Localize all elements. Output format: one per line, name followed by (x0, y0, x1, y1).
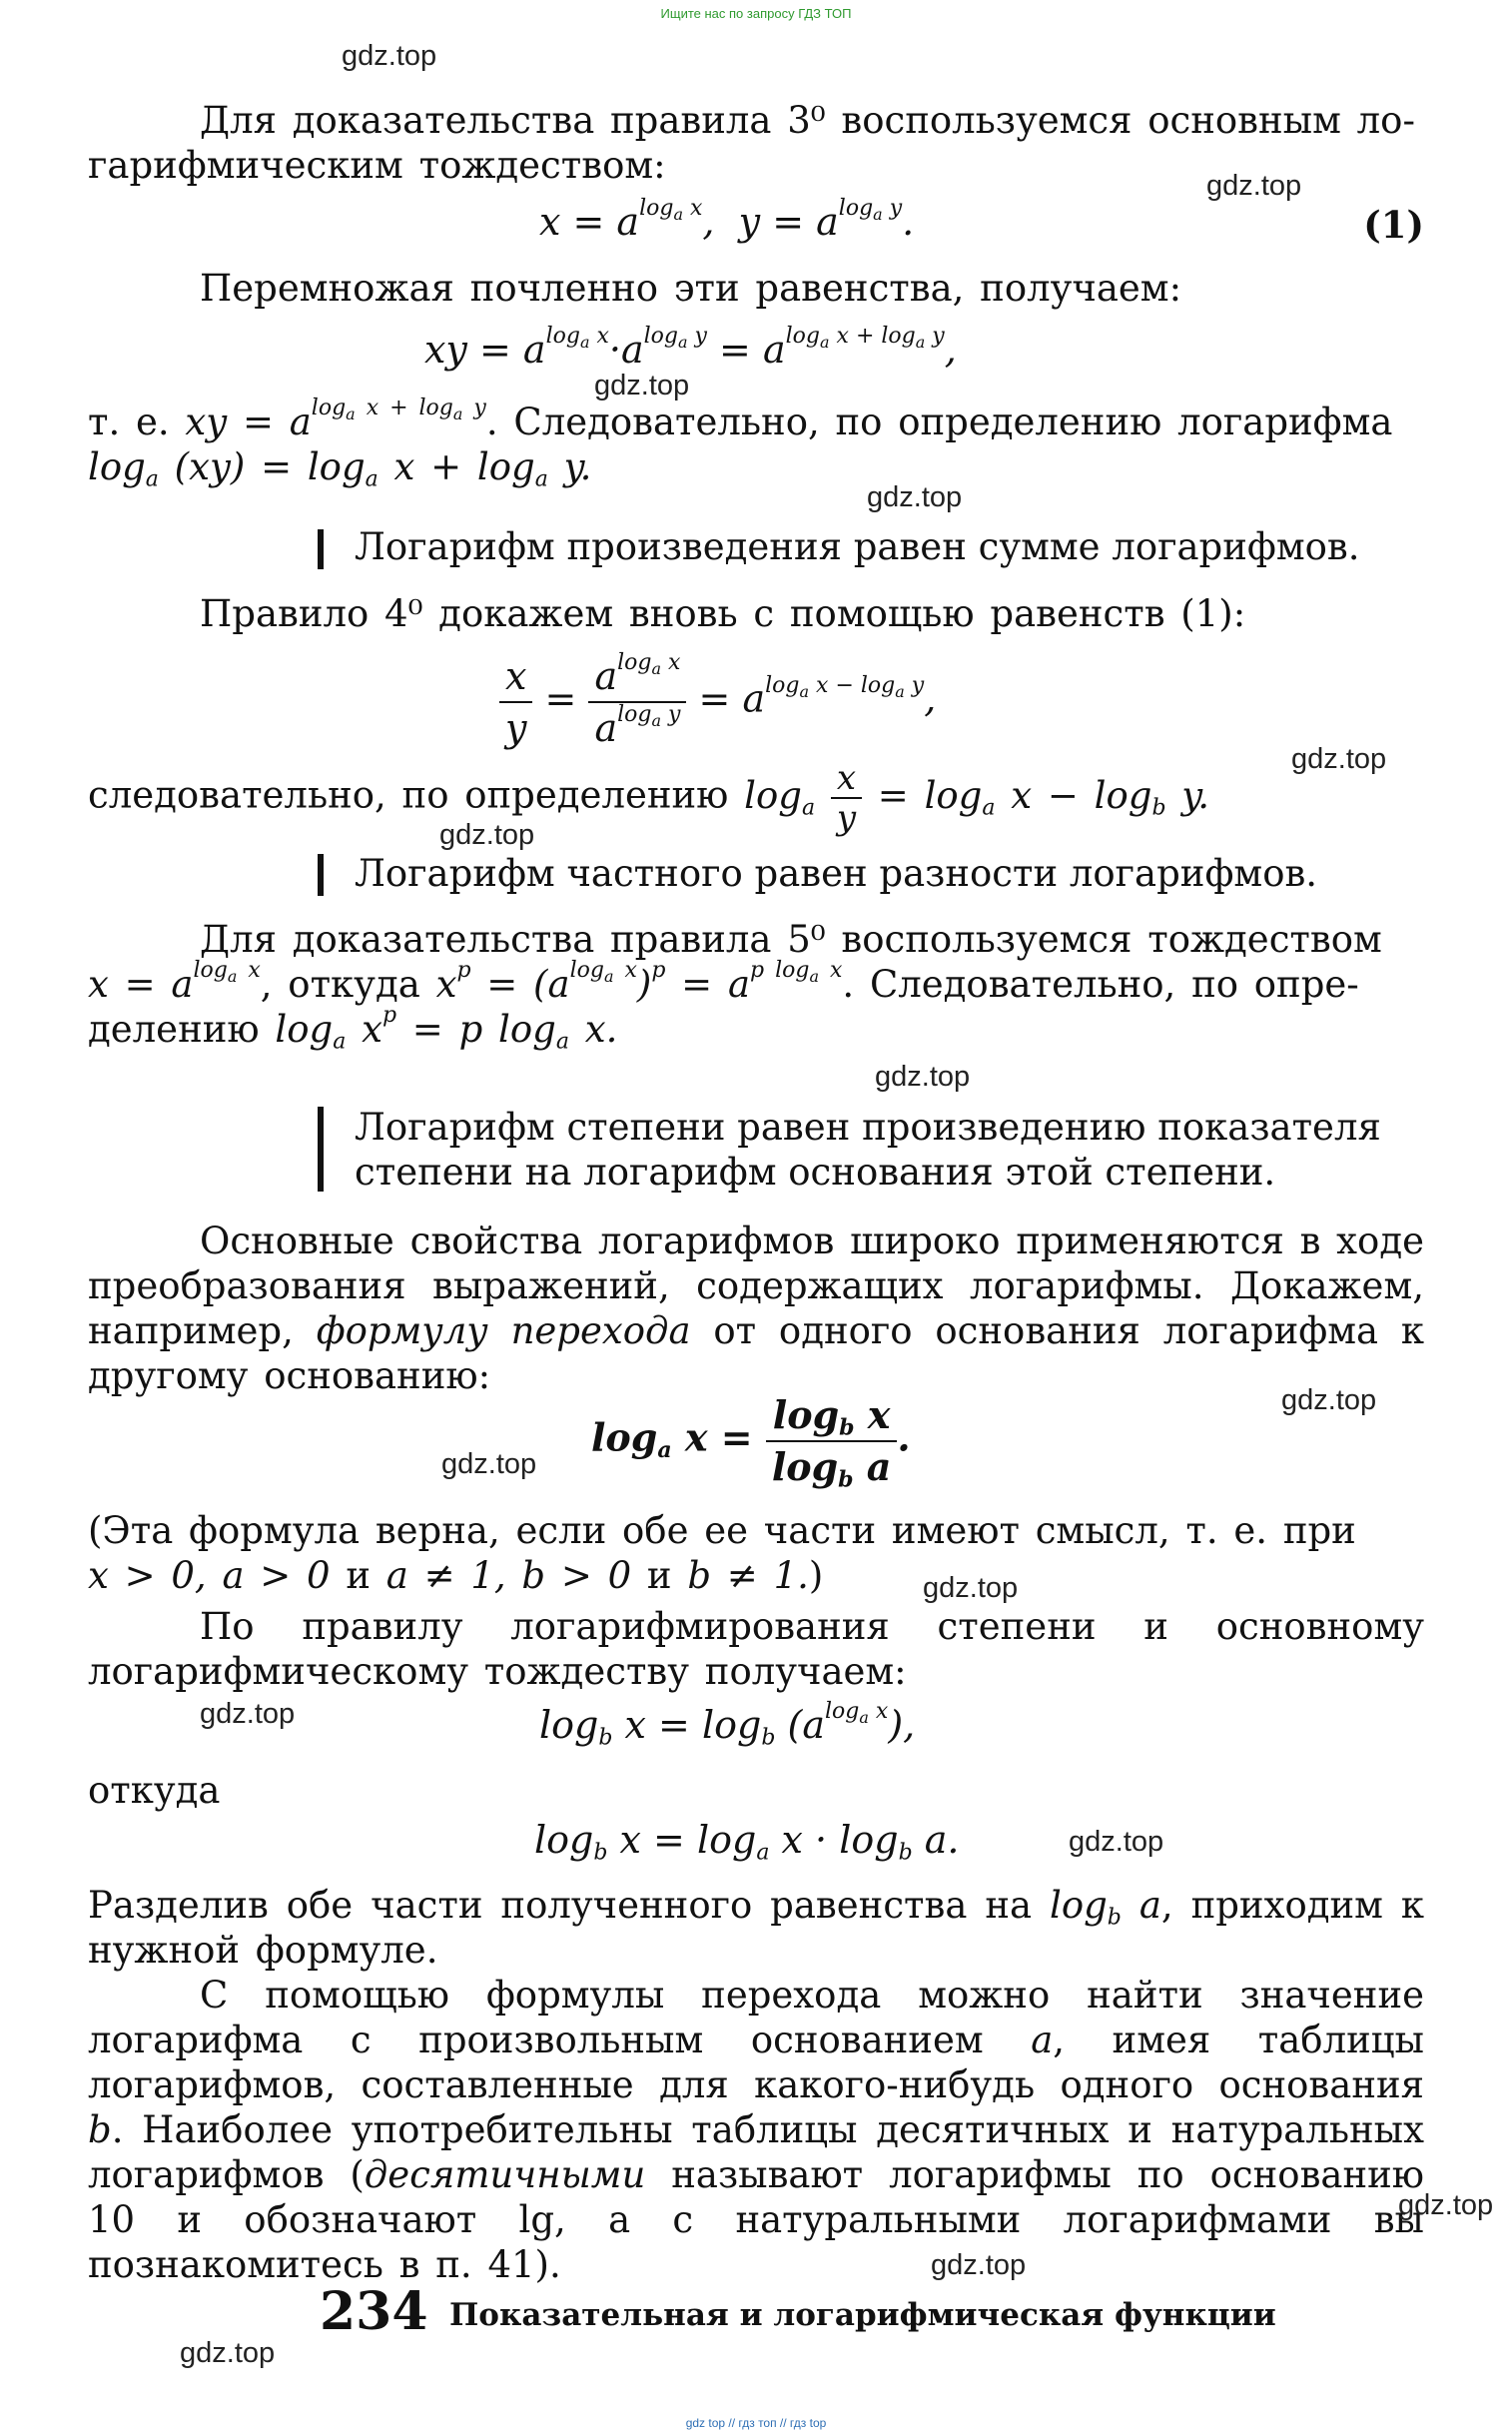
text-span: т. е. (88, 401, 170, 443)
watermark: gdz.top (1291, 743, 1387, 775)
emphasis: десятичными (364, 2153, 646, 2196)
watermark: gdz.top (875, 1061, 971, 1093)
watermark: gdz.top (1206, 170, 1302, 202)
text-line: Логарифм степени равен произведению показателя (355, 1106, 1381, 1149)
paragraph-product-conclusion: т. е. xy = $a^{log_a x + log_a y}$. Следовательно, по определению логарифма $\log_a (xy) = \log_a x + \log_a y$. (88, 396, 1393, 492)
text-span: следовательно, по определению (88, 773, 729, 817)
formula-product: xy = $a^{log_a x}\cdot a^{log_a y} = a^{log_a x + log_a y}$, (424, 324, 957, 372)
watermark: gdz.top (1398, 2189, 1494, 2221)
formula-identity: $x = a^{log_a x}$, $y = a^{log_a y}$. (539, 196, 915, 244)
watermark: gdz.top (931, 2249, 1027, 2281)
watermark: gdz.top (180, 2337, 276, 2369)
formula-change-of-base: $\log_a x$ = $\frac{\log_b x}{\log_b a}$ . (591, 1392, 911, 1493)
text-line: Для доказательства правила 3⁰ воспользуемся основным ло- (200, 99, 1415, 142)
emphasis: формулу перехода (316, 1309, 691, 1352)
text-span: Основные свойства логарифмов широко применяются в ходе преобразования выражений, содержащих логарифмы. Докажем, например, (88, 1219, 1424, 1352)
watermark: gdz.top (1281, 1384, 1377, 1416)
chapter-title: Показательная и логарифмическая функции (449, 2297, 1276, 2333)
text-span: С помощью формулы перехода можно найти значение логарифма с произвольным основанием (88, 1974, 1424, 2061)
formula-product-logs: $\log_b x = \log_a x \cdot \log_b a$. (534, 1818, 960, 1866)
text-span: . Следовательно, по определению логарифма (485, 401, 1393, 443)
rule-bar (318, 529, 324, 569)
text-line: гарифмическим тождеством: (88, 144, 666, 187)
watermark: gdz.top (439, 819, 535, 851)
text-span: Разделив обе части полученного равенства на (88, 1884, 1033, 1927)
paragraph-conditions: (Эта формула верна, если обе ее части имеют смысл, т. е. при x > 0, a > 0 и a ≠ 1, b > 0 и b ≠ 1.) (88, 1509, 1356, 1597)
text-span: . Следовательно, по опре- (842, 963, 1359, 1006)
paragraph-tables: С помощью формулы перехода можно найти значение логарифма с произвольным основанием a, имея таблицы логарифмов, составленные для какого-нибудь одного основания b. Наиболее употребительны таблицы десятичных и натуральных логарифмов (десятичными называют логарифмы по основанию 10 и обозначают lg, а с натуральными логарифмами вы познакомитесь в п. 41). (88, 1974, 1424, 2286)
text-span: . Наиболее употребительны таблицы десятичных и натуральных логарифмов ( (88, 2108, 1424, 2196)
text-line: (Эта формула верна, если обе ее части имеют смысл, т. е. при (88, 1509, 1356, 1552)
top-note: Ищите нас по запросу ГДЗ ТОП (660, 6, 852, 21)
text-span: , приходим к нужной формуле. (88, 1884, 1425, 1972)
watermark: gdz.top (867, 481, 963, 513)
bottom-note: gdz top // гдз топ // гдз top (685, 2416, 827, 2430)
rule-bar (318, 1107, 324, 1192)
rule-product: Логарифм произведения равен сумме логарифмов. (355, 525, 1360, 568)
watermark: gdz.top (1069, 1826, 1164, 1858)
paragraph-derivation: По правилу логарифмирования степени и основному логарифмическому тождеству получаем: (88, 1605, 1424, 1693)
paragraph-whence: откуда (88, 1769, 221, 1812)
text-span: называют логарифмы по основанию 10 и обозначают lg, а с натуральными логарифмами вы познакомитесь в п. 41). (88, 2153, 1424, 2286)
page-number: 234 (320, 2281, 428, 2342)
watermark: gdz.top (441, 1448, 537, 1480)
paragraph-rule4-intro: Правило 4⁰ докажем вновь с помощью равенств (1): (200, 592, 1246, 635)
equation-number: (1) (1363, 203, 1424, 247)
text-span: от одного основания логарифма к другому основанию: (88, 1309, 1425, 1397)
text-span: делению (88, 1008, 260, 1051)
rule-quotient: Логарифм частного равен разности логарифмов. (355, 852, 1318, 895)
paragraph-quotient-conclusion: следовательно, по определению $\log_a$ $\frac{x}{y}$ = $\log_a x - \log_b y$. (88, 758, 1210, 838)
paragraph-divide: Разделив обе части полученного равенства на $\log_b a$, приходим к нужной формуле. (88, 1884, 1425, 1972)
text-line: степени на логарифм основания этой степени. (355, 1151, 1276, 1194)
paragraph-multiply: Перемножая почленно эти равенства, получаем: (200, 267, 1182, 310)
rule-bar (318, 854, 324, 896)
formula-quotient: $\frac{x}{y}$ = $\frac{a^{log_a x}}{a^{log_a y}}$ = $a^{log_a x - log_a y}$, (499, 651, 936, 753)
watermark: gdz.top (594, 370, 690, 402)
paragraph-rule5: Для доказательства правила 5⁰ воспользуемся тождеством $x = a^{log_a x}$, откуда $x^p = (a^{log_a x})^p = a^{p log_a x}$. Следовательно, по опре- делению $\log_a x^p = p$ $\log_a x$. (88, 918, 1382, 1055)
formula-log-b-x: $\log_b x = \log_b (a^{log_a x})$, (539, 1699, 916, 1751)
watermark: gdz.top (342, 40, 437, 72)
rule-power (355, 1105, 1381, 1195)
text-span: Для доказательства правила 5⁰ воспользуемся тождеством (200, 918, 1382, 961)
text-span: , имея таблицы логарифмов, составленные для какого-нибудь одного основания (88, 2019, 1424, 2106)
paragraph-change-of-base-intro (88, 1218, 1424, 1398)
watermark: gdz.top (200, 1698, 296, 1730)
text-span: , откуда (260, 963, 420, 1006)
watermark: gdz.top (923, 1572, 1019, 1604)
